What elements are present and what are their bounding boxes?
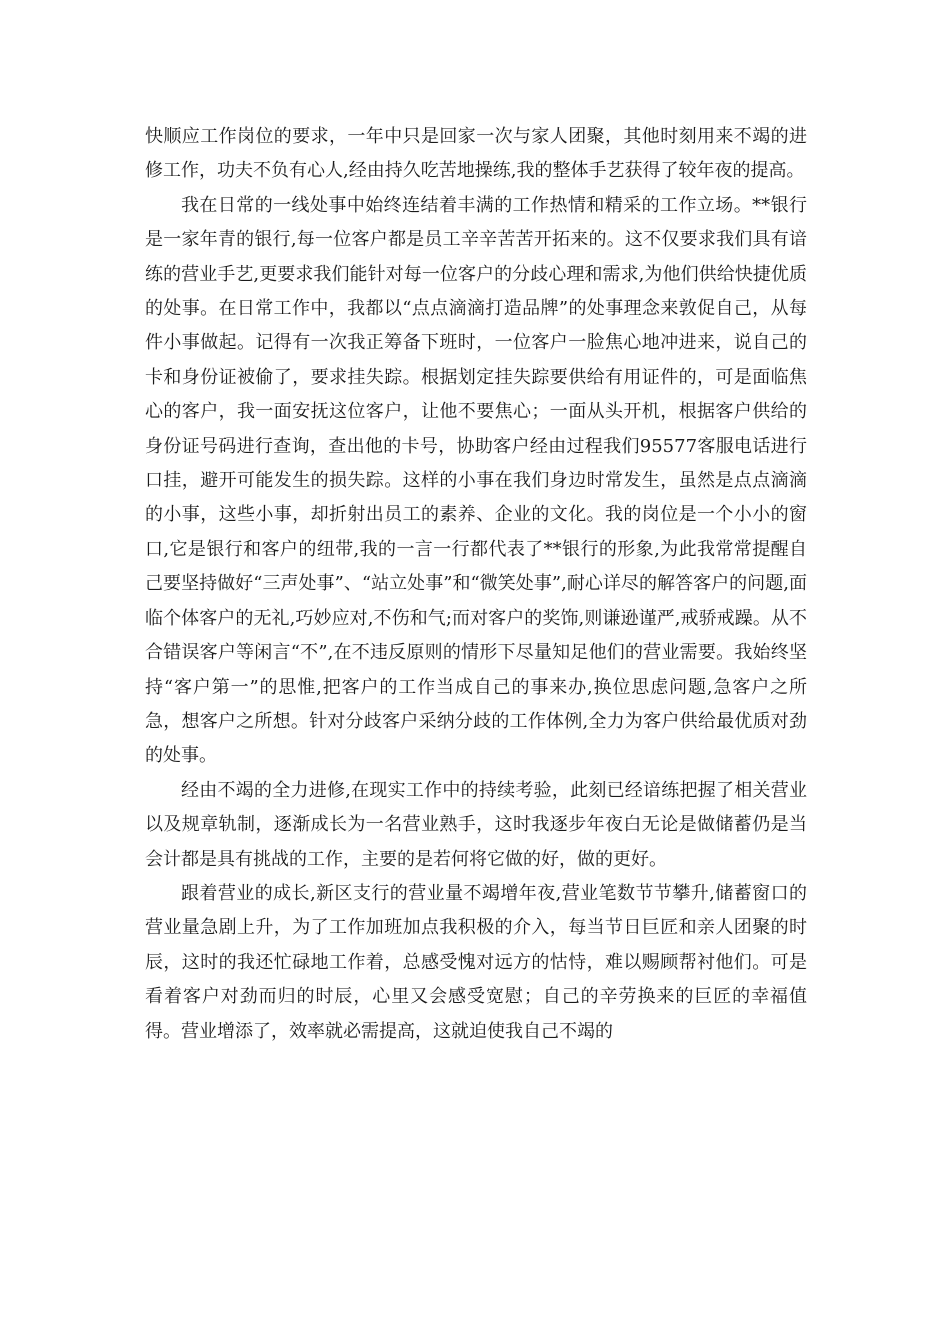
document-body (145, 120, 807, 1049)
paragraph-3: 经由不竭的全力进修,在现实工作中的持续考验，此刻已经谙练把握了相关营业以及规章轨制，逐渐成长为一名营业熟手，这时我逐步年夜白无论是做储蓄仍是当会计都是具有挑战的工作，主要的是若何将它做的好，做的更好。 (145, 779, 807, 870)
paragraph-4: 跟着营业的成长,新区支行的营业量不竭增年夜,营业笔数节节攀升,储蓄窗口的营业量急剧上升，为了工作加班加点我积极的介入，每当节日巨匠和亲人团聚的时辰，这时的我还忙碌地工作着，总感受愧对远方的怙恃，难以赐顾帮衬他们。可是看着客户对劲而归的时辰，心里又会感受宽慰；自己的辛劳换来的巨匠的幸福值得。营业增添了，效率就必需提高，这就迫使我自己不竭的 (145, 882, 807, 1042)
paragraph-1: 快顺应工作岗位的要求，一年中只是回家一次与家人团聚，其他时刻用来不竭的进修工作，功夫不负有心人,经由持久吃苦地操练,我的整体手艺获得了较年夜的提高。 (145, 126, 807, 182)
paragraph-2: 我在日常的一线处事中始终连结着丰满的工作热情和精采的工作立场。**银行是一家年青的银行,每一位客户都是员工辛辛苦苦开拓来的。这不仅要求我们具有谙练的营业手艺,更要求我们能针对每一位客户的分歧心理和需求,为他们供给快捷优质的处事。在日常工作中，我都以“点点滴滴打造品牌”的处事理念来敦促自己，从每件小事做起。记得有一次我正筹备下班时，一位客户一脸焦心地冲进来，说自己的卡和身份证被偷了，要求挂失踪。根据划定挂失踪要供给有用证件的，可是面临焦心的客户，我一面安抚这位客户，让他不要焦心；一面从头开机，根据客户供给的身份证号码进行查询，查出他的卡号，协助客户经由过程我们95577客服电话进行口挂，避开可能发生的损失踪。这样的小事在我们身边时常发生，虽然是点点滴滴的小事，这些小事，却折射出员工的素养、企业的文化。我的岗位是一个小小的窗口,它是银行和客户的纽带,我的一言一行都代表了**银行的形象,为此我常常提醒自己要坚持做好“三声处事”、“站立处事”和“微笑处事”,耐心详尽的解答客户的问题,面临个体客户的无礼,巧妙应对,不伤和气;而对客户的奖饰,则谦逊谨严,戒骄戒躁。从不合错误客户等闲言“不”,在不违反原则的情形下尽量知足他们的营业需要。我始终坚持“客户第一”的思惟,把客户的工作当成自己的事来办,换位思虑问题,急客户之所急，想客户之所想。针对分歧客户采纳分歧的工作体例,全力为客户供给最优质对劲的处事。 (145, 194, 807, 767)
